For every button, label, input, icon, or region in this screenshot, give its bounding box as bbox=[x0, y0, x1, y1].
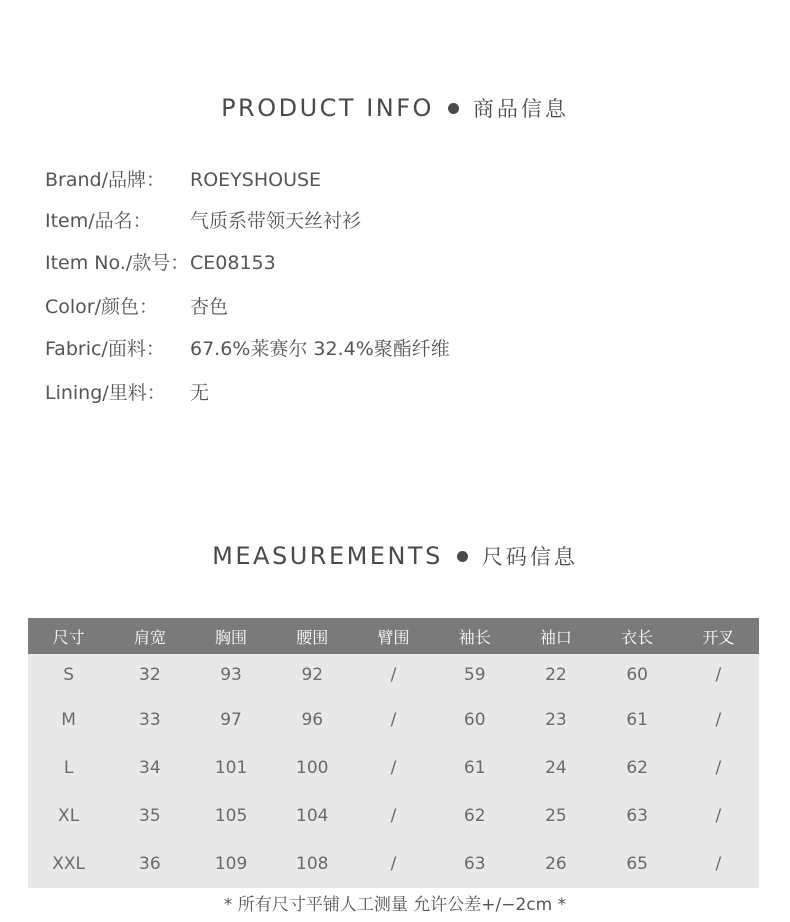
table-cell: / bbox=[678, 696, 759, 744]
header-cell: 腰围 bbox=[272, 618, 353, 654]
info-label: Color/颜色： bbox=[45, 296, 159, 318]
table-cell: / bbox=[678, 792, 759, 840]
header-cell: 袖口 bbox=[515, 618, 596, 654]
measurements-title-en: MEASUREMENTS bbox=[212, 542, 443, 570]
table-cell: 36 bbox=[109, 840, 190, 888]
table-cell: 60 bbox=[434, 696, 515, 744]
table-cell: 105 bbox=[190, 792, 271, 840]
table-cell: 23 bbox=[515, 696, 596, 744]
info-value: 无 bbox=[190, 382, 210, 404]
table-cell: 59 bbox=[434, 654, 515, 696]
table-cell: L bbox=[28, 744, 109, 792]
info-label: Fabric/面料： bbox=[45, 338, 165, 360]
table-cell: 93 bbox=[190, 654, 271, 696]
table-cell: 22 bbox=[515, 654, 596, 696]
table-cell: 62 bbox=[434, 792, 515, 840]
info-label: Brand/品牌： bbox=[45, 169, 165, 191]
table-cell: 108 bbox=[272, 840, 353, 888]
info-value: ROEYSHOUSE bbox=[190, 169, 322, 191]
table-cell: 96 bbox=[272, 696, 353, 744]
measurement-note: * 所有尺寸平铺人工测量 允许公差+/−2cm * bbox=[223, 895, 567, 915]
info-label: Item No./款号： bbox=[45, 252, 190, 274]
product-info-title-cn: 商品信息 bbox=[472, 97, 569, 121]
product-info-heading bbox=[0, 93, 790, 123]
info-value: 67.6%莱赛尔 32.4%聚酯纤维 bbox=[190, 338, 450, 360]
table-cell: 97 bbox=[190, 696, 271, 744]
table-cell: 35 bbox=[109, 792, 190, 840]
table-cell: / bbox=[353, 792, 434, 840]
info-value: CE08153 bbox=[190, 252, 276, 274]
product-info-title-en: PRODUCT INFO bbox=[221, 94, 434, 122]
table-cell: 100 bbox=[272, 744, 353, 792]
table-cell: S bbox=[28, 654, 109, 696]
table-header-row bbox=[28, 618, 759, 654]
table-cell: 63 bbox=[434, 840, 515, 888]
bullet-dot-icon bbox=[448, 103, 459, 114]
table-cell: / bbox=[353, 696, 434, 744]
info-value: 气质系带领天丝衬衫 bbox=[190, 210, 362, 232]
measurements-heading bbox=[0, 541, 790, 571]
table-cell: 33 bbox=[109, 696, 190, 744]
table-cell: 101 bbox=[190, 744, 271, 792]
table-cell: / bbox=[678, 840, 759, 888]
table-cell: 26 bbox=[515, 840, 596, 888]
info-label: Lining/里料： bbox=[45, 382, 166, 404]
table-cell: 61 bbox=[434, 744, 515, 792]
table-cell: M bbox=[28, 696, 109, 744]
info-value: 杏色 bbox=[190, 296, 229, 318]
header-cell: 胸围 bbox=[190, 618, 271, 654]
info-label: Item/品名： bbox=[45, 210, 152, 232]
table-cell: / bbox=[353, 744, 434, 792]
table-row bbox=[28, 792, 759, 840]
table-row bbox=[28, 744, 759, 792]
table-cell: 60 bbox=[597, 654, 678, 696]
table-cell: 34 bbox=[109, 744, 190, 792]
table-cell: 65 bbox=[597, 840, 678, 888]
table-cell: XXL bbox=[28, 840, 109, 888]
table-cell: 92 bbox=[272, 654, 353, 696]
table-cell: / bbox=[678, 654, 759, 696]
table-cell: 61 bbox=[597, 696, 678, 744]
table-cell: 25 bbox=[515, 792, 596, 840]
table-row bbox=[28, 696, 759, 744]
table-cell: XL bbox=[28, 792, 109, 840]
measurements-title-cn: 尺码信息 bbox=[481, 545, 578, 569]
table-cell: 63 bbox=[597, 792, 678, 840]
table-cell: 24 bbox=[515, 744, 596, 792]
table-cell: 109 bbox=[190, 840, 271, 888]
header-cell: 肩宽 bbox=[109, 618, 190, 654]
header-cell: 臂围 bbox=[353, 618, 434, 654]
table-row bbox=[28, 654, 759, 696]
table-row bbox=[28, 840, 759, 888]
bullet-dot-icon bbox=[457, 551, 468, 562]
table-cell: 32 bbox=[109, 654, 190, 696]
header-cell: 袖长 bbox=[434, 618, 515, 654]
header-cell: 开叉 bbox=[678, 618, 759, 654]
header-cell: 尺寸 bbox=[28, 618, 109, 654]
table-cell: 62 bbox=[597, 744, 678, 792]
table-cell: / bbox=[353, 840, 434, 888]
table-cell: / bbox=[678, 744, 759, 792]
table-cell: 104 bbox=[272, 792, 353, 840]
header-cell: 衣长 bbox=[597, 618, 678, 654]
table-cell: / bbox=[353, 654, 434, 696]
size-chart-table bbox=[28, 618, 759, 888]
